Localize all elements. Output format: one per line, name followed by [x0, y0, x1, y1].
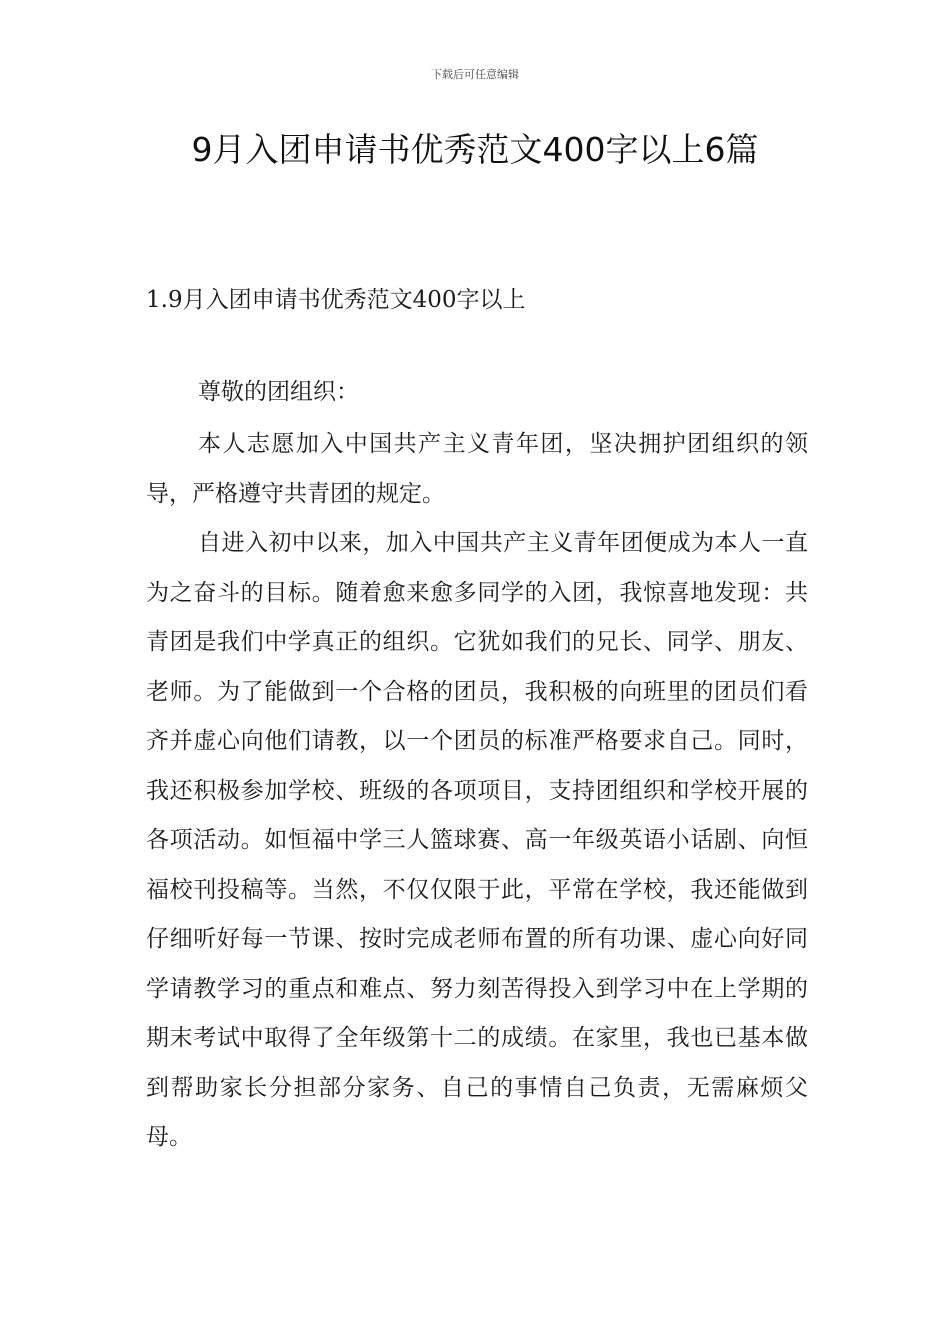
- document-body: [146, 280, 808, 1163]
- paragraph-1: 本人志愿加入中国共产主义青年团，坚决拥护团组织的领导，严格遵守共青团的规定。: [146, 431, 808, 507]
- download-note: 下载后可任意编辑: [431, 68, 519, 81]
- greeting: 尊敬的团组织：: [198, 379, 359, 405]
- section-heading: 1.9月入团申请书优秀范文400字以上: [146, 287, 526, 313]
- document-title: 9月入团申请书优秀范文400字以上6篇: [191, 130, 759, 169]
- paragraph-2: 自进入初中以来，加入中国共产主义青年团便成为本人一直为之奋斗的目标。随着愈来愈多同学的入团，我惊喜地发现：共青团是我们中学真正的组织。它犹如我们的兄长、同学、朋友、老师。为了能做到一个合格的团员，我积极的向班里的团员们看齐并虚心向他们请教，以一个团员的标准严格要求自己。同时，我还积极参加学校、班级的各项项目，支持团组织和学校开展的各项活动。如恒福中学三人篮球赛、高一年级英语小话剧、向恒福校刊投稿等。当然，不仅仅限于此，平常在学校，我还能做到仔细听好每一节课、按时完成老师布置的所有功课、虚心向好同学请教学习的重点和难点、努力刻苦得投入到学习中在上学期的期末考试中取得了全年级第十二的成绩。在家里，我也已基本做到帮助家长分担部分家务、自己的事情自己负责，无需麻烦父母。: [146, 530, 808, 1150]
